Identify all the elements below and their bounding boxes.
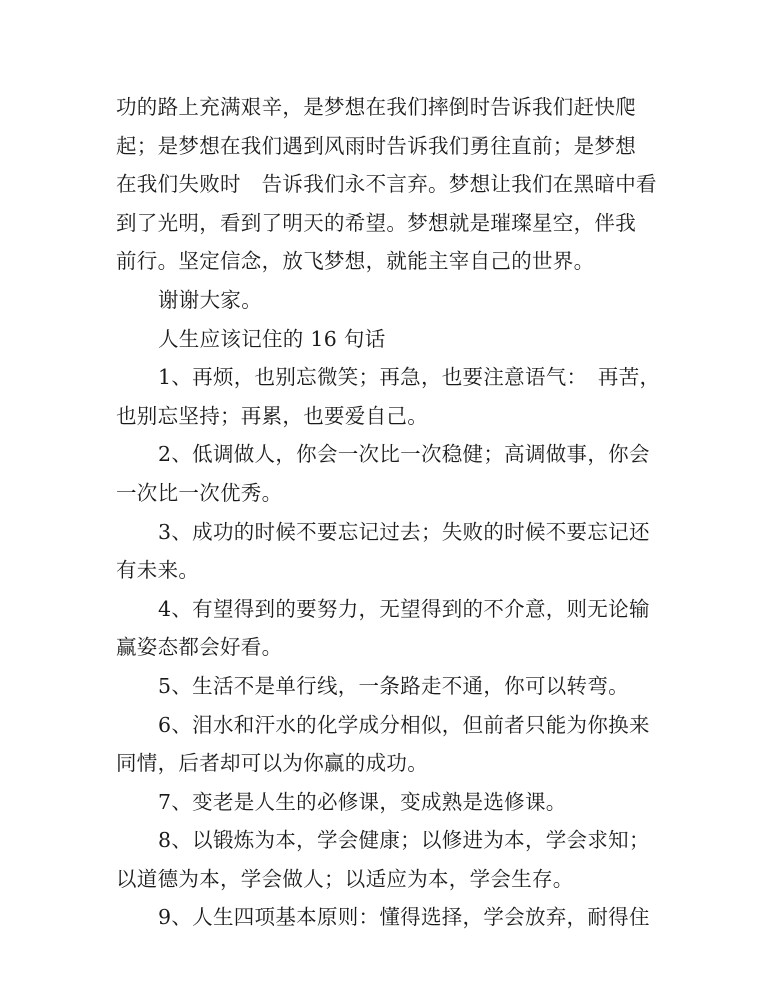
document-page	[116, 88, 661, 937]
list-item-6-continued: 同情，后者却可以为你赢的成功。	[116, 751, 428, 776]
list-item-4: 4、有望得到的要努力，无望得到的不介意，则无论输	[158, 596, 650, 621]
list-item-1: 1、再烦，也别忘微笑；再急，也要注意语气： 再苦，	[158, 365, 661, 390]
list-item-5: 5、生活不是单行线，一条路走不通，你可以转弯。	[158, 673, 629, 698]
list-item-2-continued: 一次比一次优秀。	[116, 480, 283, 505]
list-item-8: 8、以锻炼为本，学会健康；以修进为本，学会求知；	[158, 828, 650, 853]
list-item-8-continued: 以道德为本，学会做人；以适应为本，学会生存。	[116, 866, 574, 891]
text-line: 在我们失败时 告诉我们永不言弃。梦想让我们在黑暗中看	[116, 172, 657, 197]
list-item-1-continued: 也别忘坚持；再累，也要爱自己。	[116, 403, 428, 428]
text-line: 前行。坚定信念，放飞梦想，就能主宰自己的世界。	[116, 249, 595, 274]
list-item-6: 6、泪水和汗水的化学成分相似，但前者只能为你换来	[158, 712, 650, 737]
closing-line: 谢谢大家。	[158, 287, 262, 312]
text-line: 到了光明，看到了明天的希望。梦想就是璀璨星空，伴我	[116, 210, 636, 235]
list-item-3: 3、成功的时候不要忘记过去；失败的时候不要忘记还	[158, 519, 650, 544]
text-line: 功的路上充满艰辛，是梦想在我们摔倒时告诉我们赶快爬	[116, 95, 636, 119]
list-item-2: 2、低调做人，你会一次比一次稳健；高调做事，你会	[158, 442, 650, 467]
text-line: 起；是梦想在我们遇到风雨时告诉我们勇往直前；是梦想	[116, 133, 636, 158]
list-item-7: 7、变老是人生的必修课，变成熟是选修课。	[158, 789, 567, 814]
list-item-3-continued: 有未来。	[116, 558, 200, 583]
section-heading: 人生应该记住的 16 句话	[158, 326, 386, 351]
list-item-4-continued: 赢姿态都会好看。	[116, 635, 283, 660]
list-item-9: 9、人生四项基本原则：懂得选择，学会放弃，耐得住	[158, 905, 650, 930]
